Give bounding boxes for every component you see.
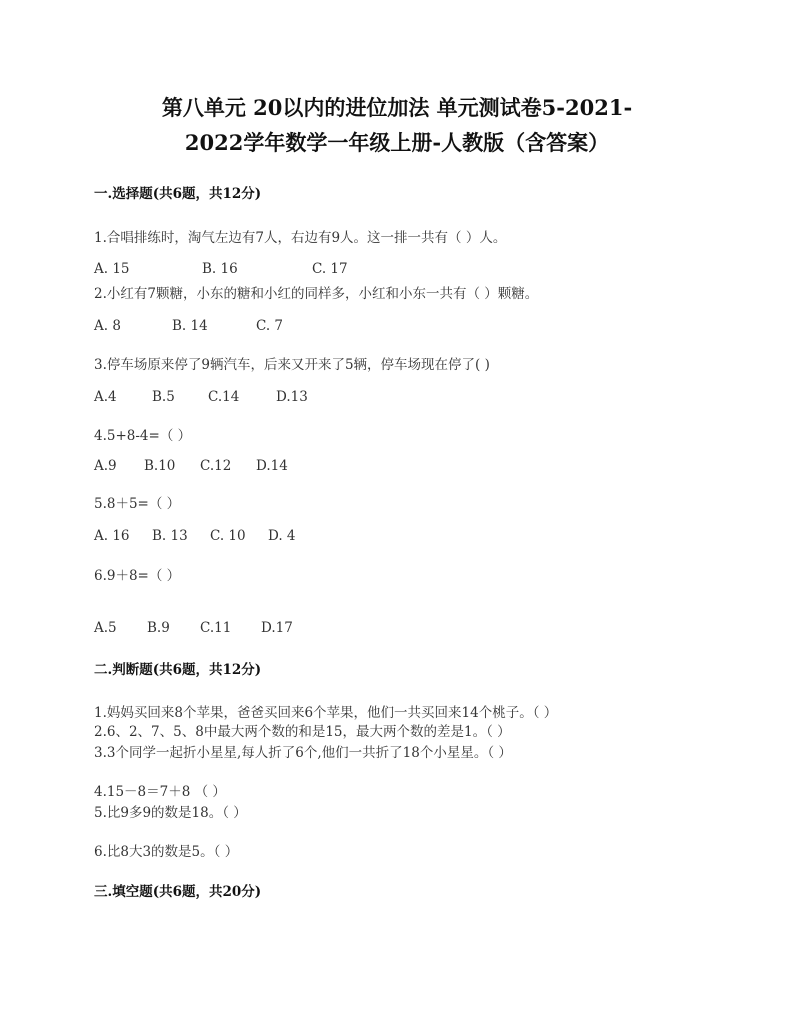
question-2-text: 2.小红有7颗糖，小东的糖和小红的同样多，小红和小东一共有（ ）颗糖。 [94, 286, 539, 302]
option: B. 16 [202, 261, 238, 277]
question-3-options [94, 389, 308, 405]
question-3-text: 3.停车场原来停了9辆汽车，后来又开来了5辆，停车场现在停了( ) [94, 357, 490, 373]
option: D.14 [256, 458, 288, 474]
option: B.5 [152, 389, 175, 405]
section-heading-choice: 一.选择题(共6题，共12分) [94, 186, 262, 202]
option: A. 15 [94, 261, 130, 277]
question-5-options [94, 528, 296, 544]
document-title-line-1: 第八单元 20以内的进位加法 单元测试卷5-2021- [161, 95, 633, 120]
option: C. 7 [256, 318, 284, 334]
document-title-line-2: 2022学年数学一年级上册-人教版（含答案） [184, 130, 610, 155]
judgement-item: 3.3个同学一起折小星星,每人折了6个,他们一共折了18个小星星。（ ） [94, 745, 512, 761]
section-heading-judgement: 二.判断题(共6题，共12分) [94, 662, 262, 678]
option: C.12 [200, 458, 232, 474]
option: A.9 [94, 458, 117, 474]
question-4-options [94, 458, 288, 474]
question-1-text: 1.合唱排练时，淘气左边有7人，右边有9人。这一排一共有（ ）人。 [94, 230, 507, 246]
option: D.17 [261, 620, 293, 636]
option: A.4 [94, 389, 117, 405]
option: D.13 [276, 389, 308, 405]
question-6-options [94, 620, 293, 636]
option: C.11 [200, 620, 232, 636]
option: A.5 [94, 620, 117, 636]
option: B. 14 [172, 318, 208, 334]
option: C. 17 [312, 261, 348, 277]
question-5-text: 5.8＋5=（ ） [94, 496, 181, 512]
option: B.9 [147, 620, 170, 636]
section-heading-fill-in: 三.填空题(共6题，共20分) [94, 884, 262, 900]
option: A. 8 [94, 318, 121, 334]
option: C.14 [208, 389, 240, 405]
question-6-text: 6.9＋8=（ ） [94, 568, 181, 584]
question-4-text: 4.5+8-4=（ ） [94, 428, 192, 444]
option: D. 4 [268, 528, 296, 544]
judgement-item: 6.比8大3的数是5。（ ） [94, 844, 239, 860]
option: C. 10 [210, 528, 246, 544]
option: B.10 [144, 458, 176, 474]
option: A. 16 [94, 528, 130, 544]
judgement-item: 4.15－8＝7＋8 （ ） [94, 784, 226, 800]
judgement-item: 5.比9多9的数是18。（ ） [94, 805, 247, 821]
option: B. 13 [152, 528, 188, 544]
judgement-item: 1.妈妈买回来8个苹果，爸爸买回来6个苹果，他们一共买回来14个桃子。（ ） [94, 705, 558, 721]
question-2-options [94, 318, 283, 334]
question-1-options [94, 261, 348, 277]
judgement-item: 2.6、2、7、5、8中最大两个数的和是15，最大两个数的差是1。（ ） [94, 724, 511, 740]
